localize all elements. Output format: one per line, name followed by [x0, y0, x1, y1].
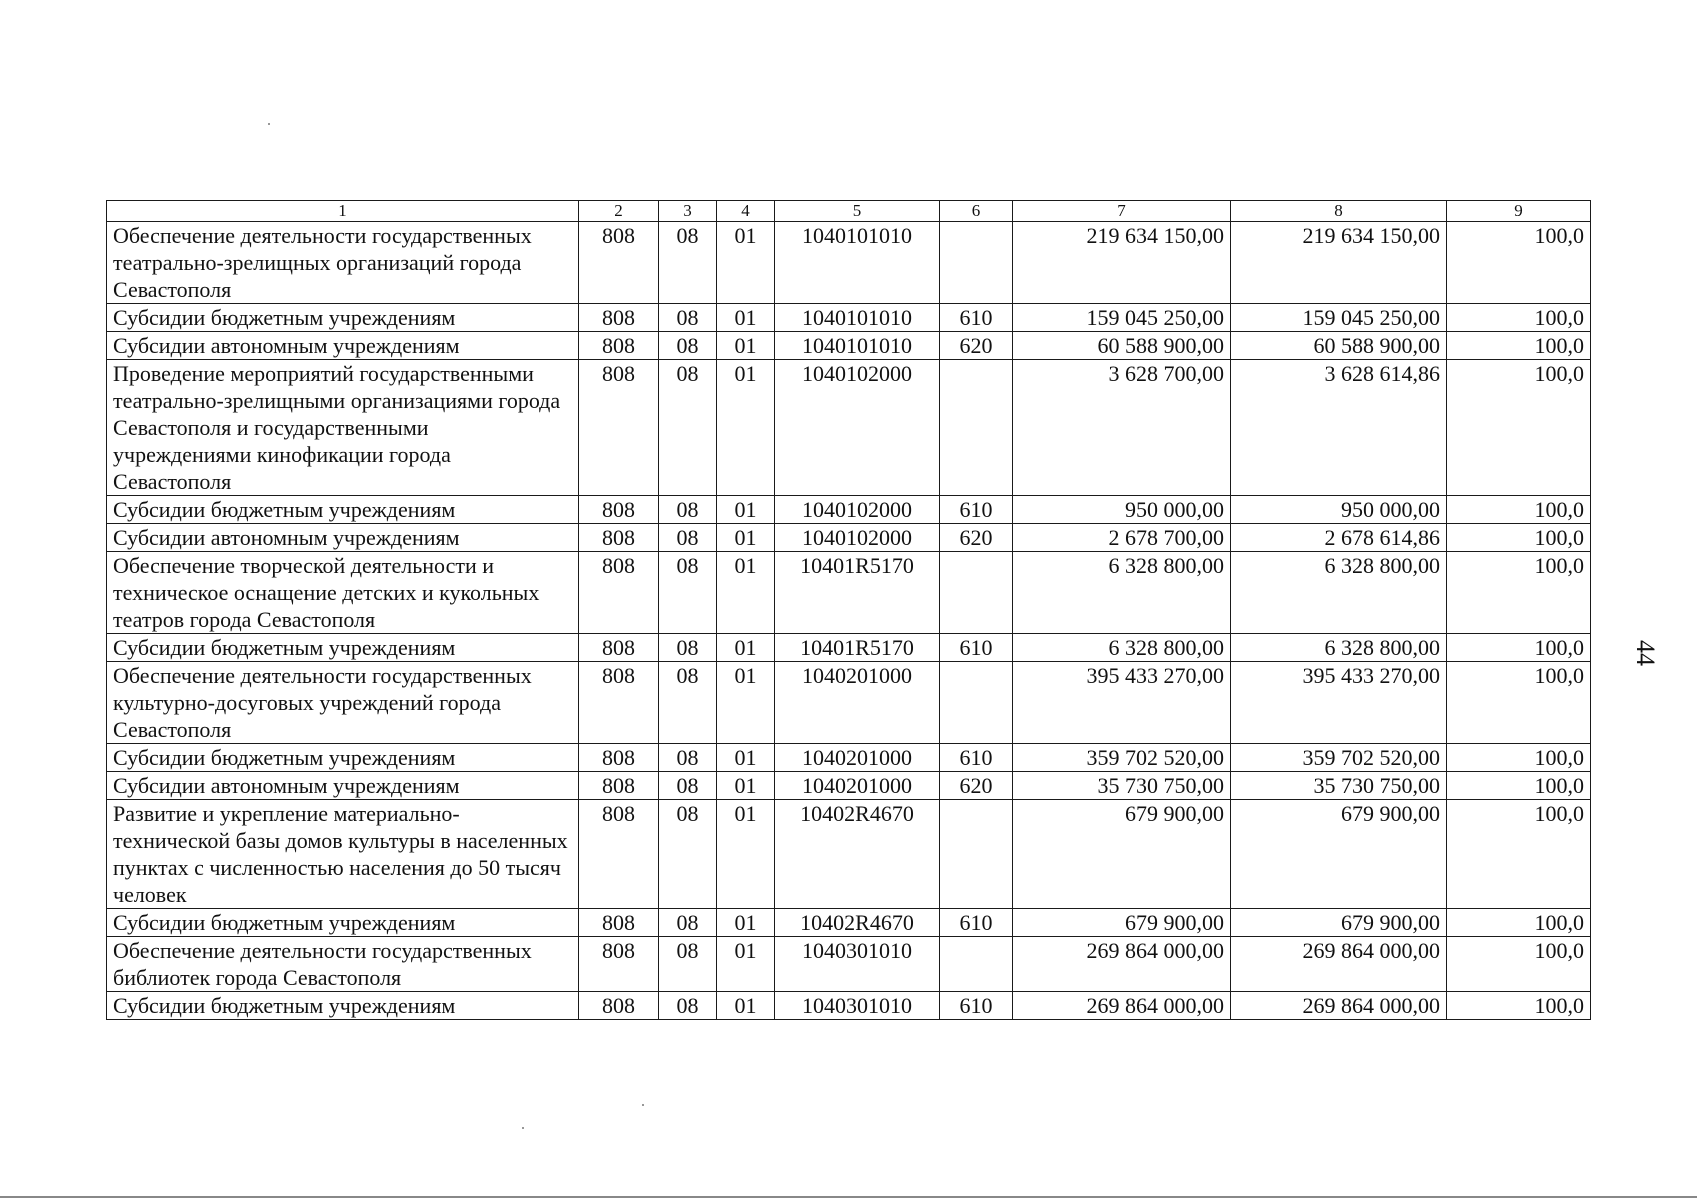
- row-name-cell: Проведение мероприятий государственными театрально-зрелищными организациями города Севастополя и государственными учреждениями кинофикации города Севастополя: [107, 360, 579, 496]
- target-article-cell: 1040102000: [775, 360, 940, 496]
- planned-amount-cell: 35 730 750,00: [1013, 772, 1231, 800]
- execution-percent-cell: 100,0: [1447, 992, 1591, 1020]
- target-article-cell: 1040301010: [775, 937, 940, 992]
- column-number-header: 5: [775, 201, 940, 222]
- table-row: [107, 222, 1591, 304]
- column-number-header: 9: [1447, 201, 1591, 222]
- expense-type-cell: 620: [940, 772, 1013, 800]
- row-name-cell: Обеспечение деятельности государственных театрально-зрелищных организаций города Севастополя: [107, 222, 579, 304]
- scan-speck: [522, 1127, 524, 1129]
- ministry-code-cell: 808: [579, 496, 659, 524]
- execution-percent-cell: 100,0: [1447, 524, 1591, 552]
- subsection-code-cell: 01: [717, 552, 775, 634]
- target-article-cell: 10402R4670: [775, 909, 940, 937]
- column-number-header: 1: [107, 201, 579, 222]
- target-article-cell: 1040201000: [775, 662, 940, 744]
- subsection-code-cell: 01: [717, 744, 775, 772]
- ministry-code-cell: 808: [579, 222, 659, 304]
- section-code-cell: 08: [659, 937, 717, 992]
- execution-percent-cell: 100,0: [1447, 304, 1591, 332]
- execution-percent-cell: 100,0: [1447, 222, 1591, 304]
- table-row: [107, 360, 1591, 496]
- table-row: [107, 937, 1591, 992]
- row-name-cell: Субсидии автономным учреждениям: [107, 772, 579, 800]
- expense-type-cell: [940, 800, 1013, 909]
- column-number-header: 4: [717, 201, 775, 222]
- section-code-cell: 08: [659, 222, 717, 304]
- table-row: [107, 496, 1591, 524]
- planned-amount-cell: 6 328 800,00: [1013, 552, 1231, 634]
- scan-speck: [642, 1104, 644, 1106]
- subsection-code-cell: 01: [717, 662, 775, 744]
- planned-amount-cell: 950 000,00: [1013, 496, 1231, 524]
- ministry-code-cell: 808: [579, 524, 659, 552]
- executed-amount-cell: 679 900,00: [1231, 800, 1447, 909]
- target-article-cell: 1040301010: [775, 992, 940, 1020]
- executed-amount-cell: 395 433 270,00: [1231, 662, 1447, 744]
- target-article-cell: 1040102000: [775, 524, 940, 552]
- planned-amount-cell: 60 588 900,00: [1013, 332, 1231, 360]
- budget-table: [106, 200, 1591, 1020]
- ministry-code-cell: 808: [579, 634, 659, 662]
- subsection-code-cell: 01: [717, 360, 775, 496]
- subsection-code-cell: 01: [717, 332, 775, 360]
- row-name-cell: Субсидии автономным учреждениям: [107, 332, 579, 360]
- executed-amount-cell: 3 628 614,86: [1231, 360, 1447, 496]
- planned-amount-cell: 6 328 800,00: [1013, 634, 1231, 662]
- executed-amount-cell: 60 588 900,00: [1231, 332, 1447, 360]
- target-article-cell: 10402R4670: [775, 800, 940, 909]
- column-number-header: 8: [1231, 201, 1447, 222]
- section-code-cell: 08: [659, 992, 717, 1020]
- executed-amount-cell: 359 702 520,00: [1231, 744, 1447, 772]
- row-name-cell: Субсидии бюджетным учреждениям: [107, 909, 579, 937]
- table-row: [107, 304, 1591, 332]
- column-number-header: 3: [659, 201, 717, 222]
- table-row: [107, 800, 1591, 909]
- execution-percent-cell: 100,0: [1447, 909, 1591, 937]
- expense-type-cell: [940, 222, 1013, 304]
- subsection-code-cell: 01: [717, 634, 775, 662]
- table-row: [107, 634, 1591, 662]
- section-code-cell: 08: [659, 304, 717, 332]
- target-article-cell: 10401R5170: [775, 552, 940, 634]
- table-row: [107, 772, 1591, 800]
- row-name-cell: Субсидии бюджетным учреждениям: [107, 634, 579, 662]
- subsection-code-cell: 01: [717, 937, 775, 992]
- table-row: [107, 332, 1591, 360]
- subsection-code-cell: 01: [717, 304, 775, 332]
- expense-type-cell: 610: [940, 304, 1013, 332]
- planned-amount-cell: 269 864 000,00: [1013, 992, 1231, 1020]
- execution-percent-cell: 100,0: [1447, 552, 1591, 634]
- table-body: [107, 222, 1591, 1020]
- target-article-cell: 1040101010: [775, 304, 940, 332]
- row-name-cell: Субсидии бюджетным учреждениям: [107, 992, 579, 1020]
- executed-amount-cell: 950 000,00: [1231, 496, 1447, 524]
- column-number-header: 7: [1013, 201, 1231, 222]
- subsection-code-cell: 01: [717, 800, 775, 909]
- row-name-cell: Субсидии бюджетным учреждениям: [107, 496, 579, 524]
- subsection-code-cell: 01: [717, 524, 775, 552]
- section-code-cell: 08: [659, 552, 717, 634]
- executed-amount-cell: 219 634 150,00: [1231, 222, 1447, 304]
- section-code-cell: 08: [659, 909, 717, 937]
- executed-amount-cell: 679 900,00: [1231, 909, 1447, 937]
- ministry-code-cell: 808: [579, 800, 659, 909]
- table-row: [107, 524, 1591, 552]
- column-number-header: 2: [579, 201, 659, 222]
- executed-amount-cell: 269 864 000,00: [1231, 937, 1447, 992]
- ministry-code-cell: 808: [579, 992, 659, 1020]
- subsection-code-cell: 01: [717, 909, 775, 937]
- execution-percent-cell: 100,0: [1447, 800, 1591, 909]
- execution-percent-cell: 100,0: [1447, 744, 1591, 772]
- planned-amount-cell: 219 634 150,00: [1013, 222, 1231, 304]
- expense-type-cell: 620: [940, 524, 1013, 552]
- expense-type-cell: [940, 552, 1013, 634]
- section-code-cell: 08: [659, 496, 717, 524]
- target-article-cell: 1040101010: [775, 332, 940, 360]
- table-row: [107, 744, 1591, 772]
- table-row: [107, 992, 1591, 1020]
- ministry-code-cell: 808: [579, 552, 659, 634]
- expense-type-cell: [940, 360, 1013, 496]
- target-article-cell: 1040201000: [775, 744, 940, 772]
- planned-amount-cell: 679 900,00: [1013, 800, 1231, 909]
- expense-type-cell: [940, 662, 1013, 744]
- section-code-cell: 08: [659, 634, 717, 662]
- ministry-code-cell: 808: [579, 909, 659, 937]
- ministry-code-cell: 808: [579, 332, 659, 360]
- target-article-cell: 1040102000: [775, 496, 940, 524]
- section-code-cell: 08: [659, 524, 717, 552]
- row-name-cell: Обеспечение деятельности государственных библиотек города Севастополя: [107, 937, 579, 992]
- expense-type-cell: 610: [940, 744, 1013, 772]
- section-code-cell: 08: [659, 662, 717, 744]
- execution-percent-cell: 100,0: [1447, 496, 1591, 524]
- target-article-cell: 10401R5170: [775, 634, 940, 662]
- execution-percent-cell: 100,0: [1447, 634, 1591, 662]
- column-number-header: 6: [940, 201, 1013, 222]
- row-name-cell: Обеспечение творческой деятельности и техническое оснащение детских и кукольных театров города Севастополя: [107, 552, 579, 634]
- expense-type-cell: [940, 937, 1013, 992]
- ministry-code-cell: 808: [579, 772, 659, 800]
- execution-percent-cell: 100,0: [1447, 360, 1591, 496]
- subsection-code-cell: 01: [717, 496, 775, 524]
- ministry-code-cell: 808: [579, 304, 659, 332]
- scan-speck: [268, 123, 270, 125]
- section-code-cell: 08: [659, 360, 717, 496]
- table-row: [107, 909, 1591, 937]
- executed-amount-cell: 6 328 800,00: [1231, 552, 1447, 634]
- expense-type-cell: 610: [940, 992, 1013, 1020]
- section-code-cell: 08: [659, 744, 717, 772]
- row-name-cell: Субсидии автономным учреждениям: [107, 524, 579, 552]
- subsection-code-cell: 01: [717, 772, 775, 800]
- row-name-cell: Обеспечение деятельности государственных культурно-досуговых учреждений города Севастополя: [107, 662, 579, 744]
- row-name-cell: Развитие и укрепление материально-технической базы домов культуры в населенных пунктах с численностью населения до 50 тысяч человек: [107, 800, 579, 909]
- planned-amount-cell: 159 045 250,00: [1013, 304, 1231, 332]
- planned-amount-cell: 359 702 520,00: [1013, 744, 1231, 772]
- subsection-code-cell: 01: [717, 222, 775, 304]
- table-row: [107, 662, 1591, 744]
- execution-percent-cell: 100,0: [1447, 772, 1591, 800]
- row-name-cell: Субсидии бюджетным учреждениям: [107, 304, 579, 332]
- target-article-cell: 1040201000: [775, 772, 940, 800]
- executed-amount-cell: 159 045 250,00: [1231, 304, 1447, 332]
- ministry-code-cell: 808: [579, 662, 659, 744]
- execution-percent-cell: 100,0: [1447, 662, 1591, 744]
- expense-type-cell: 620: [940, 332, 1013, 360]
- planned-amount-cell: 395 433 270,00: [1013, 662, 1231, 744]
- section-code-cell: 08: [659, 772, 717, 800]
- bottom-edge-line: [0, 1196, 1697, 1198]
- section-code-cell: 08: [659, 332, 717, 360]
- executed-amount-cell: 2 678 614,86: [1231, 524, 1447, 552]
- table-row: [107, 552, 1591, 634]
- planned-amount-cell: 269 864 000,00: [1013, 937, 1231, 992]
- executed-amount-cell: 6 328 800,00: [1231, 634, 1447, 662]
- page-number: 44: [1631, 640, 1660, 666]
- subsection-code-cell: 01: [717, 992, 775, 1020]
- execution-percent-cell: 100,0: [1447, 937, 1591, 992]
- ministry-code-cell: 808: [579, 937, 659, 992]
- target-article-cell: 1040101010: [775, 222, 940, 304]
- executed-amount-cell: 269 864 000,00: [1231, 992, 1447, 1020]
- ministry-code-cell: 808: [579, 360, 659, 496]
- planned-amount-cell: 2 678 700,00: [1013, 524, 1231, 552]
- expense-type-cell: 610: [940, 496, 1013, 524]
- planned-amount-cell: 3 628 700,00: [1013, 360, 1231, 496]
- expense-type-cell: 610: [940, 909, 1013, 937]
- planned-amount-cell: 679 900,00: [1013, 909, 1231, 937]
- column-number-row: [107, 201, 1591, 222]
- section-code-cell: 08: [659, 800, 717, 909]
- ministry-code-cell: 808: [579, 744, 659, 772]
- executed-amount-cell: 35 730 750,00: [1231, 772, 1447, 800]
- row-name-cell: Субсидии бюджетным учреждениям: [107, 744, 579, 772]
- expense-type-cell: 610: [940, 634, 1013, 662]
- execution-percent-cell: 100,0: [1447, 332, 1591, 360]
